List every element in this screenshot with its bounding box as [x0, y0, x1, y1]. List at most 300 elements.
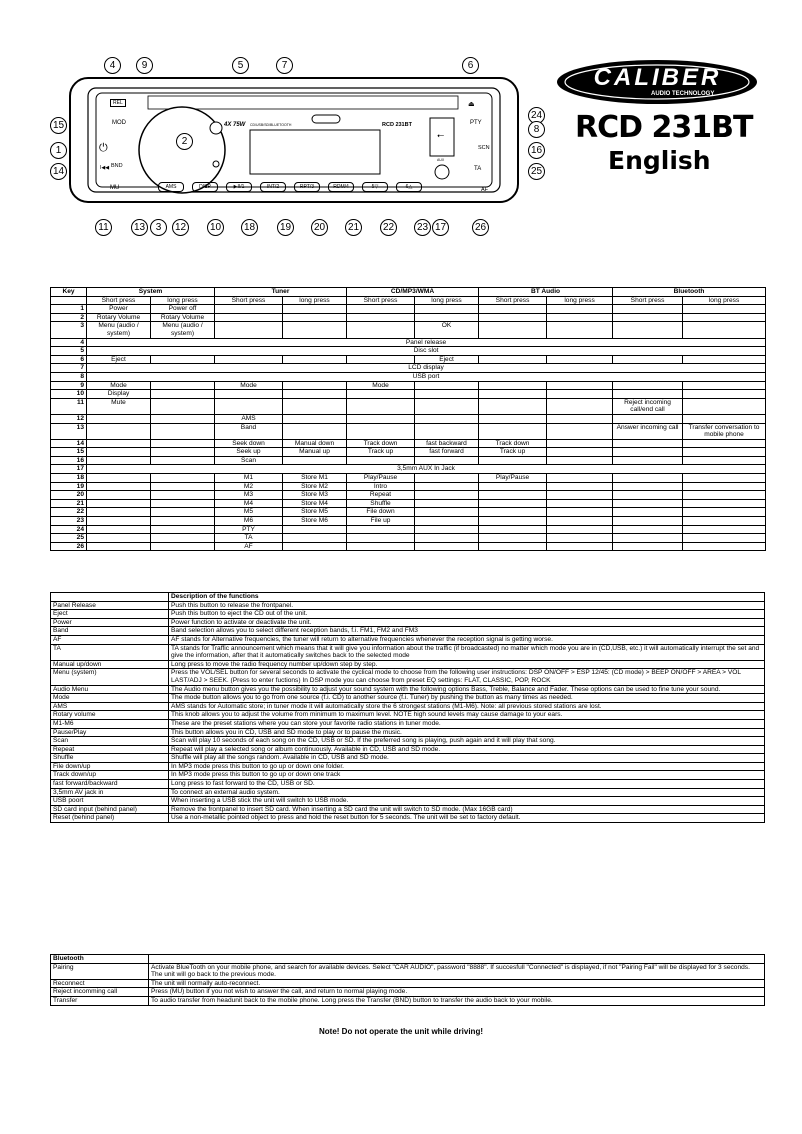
function-description: Push this button to eject the CD out of the unit. [169, 610, 765, 619]
key-number: 19 [51, 482, 87, 491]
callout-19: 19 [277, 219, 294, 236]
key-cell [347, 313, 415, 322]
description-row [51, 762, 765, 771]
description-row [51, 737, 765, 746]
key-number: 23 [51, 517, 87, 526]
function-name: USB poort [51, 797, 169, 806]
key-cell [547, 517, 613, 526]
bt-function-description: To audio transfer from headunit back to the mobile phone. Long press the Transfer (BND) button to transfer the audio back to your mobile. [149, 996, 765, 1005]
key-number: 9 [51, 381, 87, 390]
key-cell [151, 482, 215, 491]
key-cell [151, 508, 215, 517]
sub-empty [51, 296, 87, 305]
key-table-row [51, 305, 766, 314]
function-description: Repeat will play a selected song or album continuously. Available in CD, USB and SD mode. [169, 745, 765, 754]
sub-header-cell: Short press [347, 296, 415, 305]
key-table-row [51, 474, 766, 483]
function-name: SD card input (behind panel) [51, 805, 169, 814]
function-description: Scan will play 10 seconds of each song on the CD, USB or SD. If the preferred song is playing, push again and it will play that song. [169, 737, 765, 746]
key-cell [415, 456, 479, 465]
key-cell [683, 525, 766, 534]
sub-header-cell: Short press [613, 296, 683, 305]
function-name: Panel Release [51, 601, 169, 610]
key-cell [283, 355, 347, 364]
key-cell [151, 355, 215, 364]
mute-button[interactable]: MU [110, 185, 120, 191]
key-cell [613, 456, 683, 465]
key-table-row [51, 482, 766, 491]
function-name: Eject [51, 610, 169, 619]
key-cell: Track up [347, 448, 415, 457]
callout-6: 6 [462, 57, 479, 74]
key-number: 11 [51, 398, 87, 414]
desc-header-empty [51, 593, 169, 602]
key-cell [283, 390, 347, 399]
key-cell [547, 390, 613, 399]
key-cell: Store M5 [283, 508, 347, 517]
key-cell: Mute [87, 398, 151, 414]
key-cell: Play/Pause [479, 474, 547, 483]
function-description: Shuffle will play all the songs random. Available in CD, USB and SD mode. [169, 754, 765, 763]
callout-4: 4 [104, 57, 121, 74]
key-cell [479, 534, 547, 543]
description-row [51, 728, 765, 737]
key-cell [683, 390, 766, 399]
key-cell [215, 390, 283, 399]
key-table-row [51, 542, 766, 551]
key-cell [547, 499, 613, 508]
callout-20: 20 [311, 219, 328, 236]
key-cell [347, 355, 415, 364]
bluetooth-row [51, 996, 765, 1005]
key-table-row [51, 423, 766, 439]
key-cell [283, 542, 347, 551]
key-cell [87, 439, 151, 448]
key-cell [215, 322, 283, 338]
callout-8: 8 [528, 121, 545, 138]
key-cell: Repeat [347, 491, 415, 500]
key-cell [613, 355, 683, 364]
key-cell [347, 390, 415, 399]
key-cell [415, 423, 479, 439]
key-cell [547, 474, 613, 483]
key-cell [547, 508, 613, 517]
key-cell [547, 423, 613, 439]
function-name: Power [51, 618, 169, 627]
key-cell [151, 534, 215, 543]
key-function-table [50, 287, 766, 551]
key-cell [683, 381, 766, 390]
callout-22: 22 [380, 219, 397, 236]
key-cell [613, 305, 683, 314]
key-number: 20 [51, 491, 87, 500]
key-cell [151, 491, 215, 500]
key-cell: Play/Pause [347, 474, 415, 483]
key-cell: Power [87, 305, 151, 314]
key-number: 5 [51, 347, 87, 356]
aux-jack-label: AUX [437, 158, 445, 162]
key-cell [151, 414, 215, 423]
bnd-button[interactable]: BND [111, 163, 123, 169]
key-cell [547, 355, 613, 364]
key-cell [415, 491, 479, 500]
key-cell [415, 398, 479, 414]
function-name: Repeat [51, 745, 169, 754]
key-table-row [51, 355, 766, 364]
key-cell [479, 414, 547, 423]
key-cell [683, 414, 766, 423]
key-cell [347, 322, 415, 338]
key-cell [479, 423, 547, 439]
function-description: This button allows you in CD, USB and SD mode to play or to pause the music. [169, 728, 765, 737]
key-cell: fast forward [415, 448, 479, 457]
key-cell [347, 423, 415, 439]
key-cell [683, 482, 766, 491]
description-row [51, 711, 765, 720]
key-cell: Band [215, 423, 283, 439]
function-name: 3,5mm AV jack in [51, 788, 169, 797]
bluetooth-row [51, 963, 765, 979]
key-cell [683, 508, 766, 517]
sub-header-cell: Short press [87, 296, 151, 305]
callout-12: 12 [172, 219, 189, 236]
key-cell: Track up [479, 448, 547, 457]
key-table-row [51, 347, 766, 356]
key-table-row [51, 338, 766, 347]
description-table-body [51, 593, 765, 823]
key-cell [683, 491, 766, 500]
function-name: Mode [51, 694, 169, 703]
key-cell [683, 355, 766, 364]
key-cell: Transfer conversation to mobile phone [683, 423, 766, 439]
key-cell: Shuffle [347, 499, 415, 508]
sub-header-cell: long press [415, 296, 479, 305]
key-cell [683, 305, 766, 314]
key-cell [613, 525, 683, 534]
key-cell [613, 491, 683, 500]
callout-24: 24 [528, 107, 545, 124]
logo-text: CALIBER [593, 64, 722, 91]
description-row [51, 780, 765, 789]
key-cell: M5 [215, 508, 283, 517]
power-icon[interactable]: ⏻ [99, 142, 108, 154]
key-number: 13 [51, 423, 87, 439]
key-cell [547, 456, 613, 465]
key-table-row [51, 456, 766, 465]
key-cell: Track down [347, 439, 415, 448]
th-bluetooth: Bluetooth [613, 288, 766, 297]
int-button[interactable]: INT/2 [260, 182, 286, 192]
function-name: Pause/Play [51, 728, 169, 737]
af-button[interactable]: AF [481, 187, 489, 193]
key-cell [479, 390, 547, 399]
bluetooth-header-row [51, 955, 765, 964]
key-cell [613, 448, 683, 457]
key-cell [87, 525, 151, 534]
function-name: Scan [51, 737, 169, 746]
key-cell [283, 398, 347, 414]
model-title: RCD 231BT [575, 110, 753, 145]
key-number: 18 [51, 474, 87, 483]
th-cd: CD/MP3/WMA [347, 288, 479, 297]
function-name: M1-M6 [51, 719, 169, 728]
key-cell [683, 474, 766, 483]
key-cell: Rotary Volume [87, 313, 151, 322]
key-cell: Mode [87, 381, 151, 390]
description-row [51, 660, 765, 669]
key-table-body [51, 305, 766, 551]
callout-14: 14 [50, 163, 67, 180]
sub-header-cell: long press [683, 296, 766, 305]
key-number: 17 [51, 465, 87, 474]
key-cell [87, 517, 151, 526]
key-table-row [51, 364, 766, 373]
key-cell [547, 381, 613, 390]
key-cell: M6 [215, 517, 283, 526]
key-cell [415, 482, 479, 491]
description-row [51, 601, 765, 610]
disp-button[interactable]: DISP [192, 182, 218, 192]
key-cell: File down [347, 508, 415, 517]
description-table [50, 592, 765, 823]
pty-button[interactable]: PTY [470, 120, 482, 126]
key-cell: Store M1 [283, 474, 347, 483]
description-row [51, 771, 765, 780]
key-cell: Menu (audio / system) [87, 322, 151, 338]
key-table-row [51, 508, 766, 517]
key-cell [347, 542, 415, 551]
sub-header-cell: long press [547, 296, 613, 305]
key-cell [547, 313, 613, 322]
function-description: This knob allows you to adjust the volume from minimum to maximum level. NOTE high sound levels may cause damage to your ears. [169, 711, 765, 720]
preset-5-button[interactable]: 5▽ [362, 182, 388, 192]
function-name: TA [51, 644, 169, 660]
key-cell [479, 456, 547, 465]
callout-26: 26 [472, 219, 489, 236]
callout-3: 3 [150, 219, 167, 236]
key-cell [479, 322, 547, 338]
key-cell [151, 517, 215, 526]
key-cell [151, 439, 215, 448]
brand-sub-label: CD/USB/SD/BLUETOOTH [250, 123, 292, 127]
rdm-button[interactable]: RDM/4 [328, 182, 354, 192]
th-system: System [87, 288, 215, 297]
key-number: 4 [51, 338, 87, 347]
callout-10: 10 [207, 219, 224, 236]
function-name: Track down/up [51, 771, 169, 780]
key-cell: Mode [347, 381, 415, 390]
key-cell: M3 [215, 491, 283, 500]
ams-button[interactable]: AMS [158, 182, 184, 192]
key-cell [87, 482, 151, 491]
key-cell: M2 [215, 482, 283, 491]
key-cell [683, 542, 766, 551]
key-cell [151, 456, 215, 465]
key-cell [87, 448, 151, 457]
key-cell: fast backward [415, 439, 479, 448]
key-number: 7 [51, 364, 87, 373]
bt-function-name: Pairing [51, 963, 149, 979]
key-cell [87, 534, 151, 543]
key-cell [479, 305, 547, 314]
ta-button[interactable]: TA [474, 166, 482, 172]
key-cell: M1 [215, 474, 283, 483]
key-cell [87, 542, 151, 551]
logo-subtext: AUDIO TECHNOLOGY [651, 91, 715, 97]
function-description: Long press to move the radio frequency number up/down step by step. [169, 660, 765, 669]
key-cell [151, 390, 215, 399]
key-cell: Mode [215, 381, 283, 390]
key-number: 21 [51, 499, 87, 508]
rel-button[interactable]: REL [110, 99, 126, 107]
function-description: AF stands for Alternative frequencies, the tuner will return to alternative frequencies whenever the reception signal is getting worse. [169, 635, 765, 644]
key-cell [87, 423, 151, 439]
key-cell [215, 355, 283, 364]
sub-header-cell: long press [151, 296, 215, 305]
function-description: The mode button allows you to go from one source (f.i. CD) to another source (f.i. Tuner) by pushing the button as many times as needed. [169, 694, 765, 703]
safety-note: Note! Do not operate the unit while driving! [319, 1027, 483, 1036]
key-cell [347, 414, 415, 423]
function-description: Use a non-metallic pointed object to press and hold the reset button for 5 seconds. The unit will be set to factory default. [169, 814, 765, 823]
key-cell [683, 439, 766, 448]
function-name: Manual up/down [51, 660, 169, 669]
key-cell [547, 439, 613, 448]
key-cell [683, 448, 766, 457]
callout-11: 11 [95, 219, 112, 236]
key-cell: AMS [215, 414, 283, 423]
key-cell [613, 542, 683, 551]
description-row [51, 797, 765, 806]
scn-button[interactable]: SCN [478, 145, 490, 151]
key-cell: Rotary Volume [151, 313, 215, 322]
play-pause-button[interactable]: ▶II/1 [226, 182, 252, 192]
key-cell [415, 542, 479, 551]
description-row [51, 685, 765, 694]
key-number: 1 [51, 305, 87, 314]
key-table-row [51, 499, 766, 508]
key-cell [613, 414, 683, 423]
key-cell: Eject [87, 355, 151, 364]
key-cell [151, 398, 215, 414]
function-name: AMS [51, 702, 169, 711]
eject-icon[interactable]: ⏏ [468, 101, 475, 108]
description-row [51, 694, 765, 703]
function-description: Push this button to release the frontpanel. [169, 601, 765, 610]
key-cell [283, 534, 347, 543]
description-row [51, 627, 765, 636]
key-cell [87, 491, 151, 500]
function-name: Rotary volume [51, 711, 169, 720]
description-row [51, 788, 765, 797]
key-cell [613, 517, 683, 526]
key-cell [613, 390, 683, 399]
key-number: 26 [51, 542, 87, 551]
bt-function-description: The unit will normally auto-reconnect. [149, 979, 765, 988]
key-cell [683, 322, 766, 338]
key-cell [547, 534, 613, 543]
key-cell [215, 313, 283, 322]
key-cell [283, 313, 347, 322]
key-cell [87, 414, 151, 423]
preset-6-button[interactable]: 6△ [396, 182, 422, 192]
key-cell [683, 398, 766, 414]
function-name: AF [51, 635, 169, 644]
key-cell: Manual up [283, 448, 347, 457]
key-cell [479, 491, 547, 500]
function-description: The Audio menu button gives you the possibility to adjust your sound system with the following options Bass, Treble, Balance and Fader. These options can be used to fine tune your sound. [169, 685, 765, 694]
key-cell: Seek up [215, 448, 283, 457]
key-cell [87, 456, 151, 465]
key-cell [613, 474, 683, 483]
key-cell [151, 499, 215, 508]
key-cell [347, 534, 415, 543]
key-cell: Store M4 [283, 499, 347, 508]
caliber-logo [555, 58, 760, 106]
description-header-row [51, 593, 765, 602]
function-description: In MP3 mode press this button to go up or down one track [169, 771, 765, 780]
key-table-row [51, 448, 766, 457]
key-cell [547, 491, 613, 500]
bluetooth-table [50, 954, 765, 1006]
mod-button[interactable]: MOD [112, 120, 126, 126]
th-key: Key [51, 288, 87, 297]
key-number: 6 [51, 355, 87, 364]
key-cell [479, 313, 547, 322]
key-cell: PTY [215, 525, 283, 534]
key-cell [415, 381, 479, 390]
key-cell: Store M3 [283, 491, 347, 500]
callout-7: 7 [276, 57, 293, 74]
key-cell [479, 542, 547, 551]
callout-23: 23 [414, 219, 431, 236]
key-number: 2 [51, 313, 87, 322]
function-description: Long press to fast forward to the CD, USB or SD. [169, 780, 765, 789]
key-cell [479, 525, 547, 534]
key-cell [683, 517, 766, 526]
rpt-button[interactable]: RPT/3 [294, 182, 320, 192]
callout-2: 2 [176, 133, 193, 150]
key-table-row [51, 398, 766, 414]
callout-25: 25 [528, 163, 545, 180]
desc-header-title: Description of the functions [169, 593, 765, 602]
key-table-row [51, 525, 766, 534]
key-cell: Seek down [215, 439, 283, 448]
function-name: Band [51, 627, 169, 636]
function-description: Remove the frontpanel to insert SD card. When inserting a SD card the unit will switch to SD mode. (Max 16GB card) [169, 805, 765, 814]
sub-header-cell: Short press [215, 296, 283, 305]
key-cell [415, 414, 479, 423]
key-cell: TA [215, 534, 283, 543]
key-cell [215, 398, 283, 414]
skip-back-button[interactable]: I◀◀ [100, 165, 110, 171]
function-description: TA stands for Traffic announcement which means that it will give you information about the traffic (if broadcasted) no matter which mode you are in (CD,USB, etc.) it will automatically interrupt the set and give the information, after that it automatically switches back to the selected mode [169, 644, 765, 660]
key-cell [683, 313, 766, 322]
function-name: Audio Menu [51, 685, 169, 694]
key-cell [479, 517, 547, 526]
key-number: 25 [51, 534, 87, 543]
key-cell [547, 322, 613, 338]
key-cell [547, 542, 613, 551]
function-name: fast forward/backward [51, 780, 169, 789]
function-description: In MP3 mode press this button to go up or down one folder. [169, 762, 765, 771]
key-cell [283, 322, 347, 338]
sub-header-cell: Short press [479, 296, 547, 305]
key-cell [613, 534, 683, 543]
key-table-row [51, 534, 766, 543]
device-model-label: RCD 231BT [382, 122, 412, 128]
key-table-row [51, 517, 766, 526]
function-name: Shuffle [51, 754, 169, 763]
